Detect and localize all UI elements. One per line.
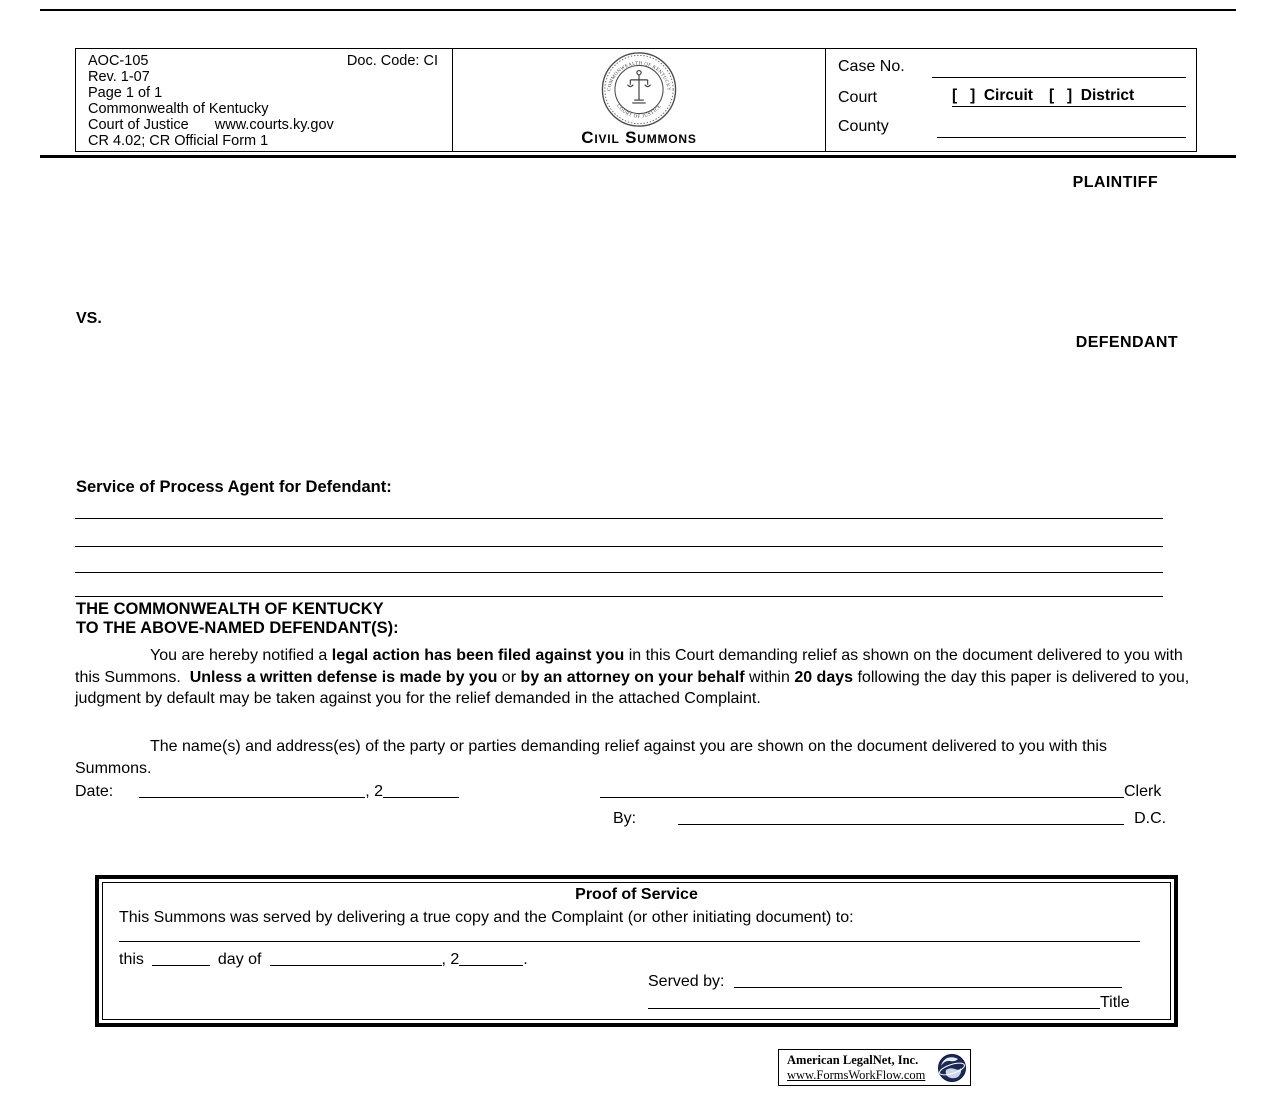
service-agent-line-4[interactable] (75, 596, 1163, 597)
proof-date-row (119, 951, 528, 969)
page-number: Page 1 of 1 (88, 85, 163, 101)
legalnet-text (787, 1053, 937, 1083)
server-title-field[interactable] (648, 997, 1100, 1009)
notice-heading-2: TO THE ABOVE-NAMED DEFENDANT(S): (76, 619, 399, 637)
plaintiff-label: PLAINTIFF (1072, 174, 1158, 191)
proof-title: Proof of Service (575, 886, 698, 903)
clerk-label: Clerk (1124, 783, 1162, 800)
by-label: By: (613, 810, 637, 827)
deputy-clerk-row (613, 810, 1166, 828)
rule-citation: CR 4.02; CR Official Form 1 (88, 133, 269, 149)
legalnet-website-link[interactable]: www.FormsWorkFlow.com (787, 1067, 926, 1082)
service-agent-line-2[interactable] (75, 546, 1163, 547)
county-label: County (838, 118, 889, 135)
year-field[interactable] (383, 786, 459, 798)
district-checkbox-option[interactable]: [ ] District (1048, 87, 1135, 104)
legalnet-footer-box (778, 1049, 971, 1086)
defendant-label: DEFENDANT (1075, 334, 1178, 351)
form-number: AOC-105 (88, 53, 149, 69)
dc-signature-line[interactable] (678, 813, 1124, 825)
proof-day-field[interactable] (152, 954, 210, 966)
proof-statement: This Summons was served by delivering a true copy and the Complaint (or other initiating document) to: (119, 909, 854, 926)
proof-of-service-box (95, 875, 1178, 1027)
seal-bottom-text: COURT OF JUSTICE (615, 103, 663, 120)
circuit-checkbox-option[interactable]: [ ] Circuit (952, 87, 1033, 104)
served-by-label: Served by: (648, 973, 725, 990)
notice-paragraph-1: You are hereby notified a legal action has been filed against you in this Court demanding relief as shown on the document delivered to you with this Summons. Unless a written defense is made by you or by an attorney on your behalf within 20 days following the day this paper is delivered to you, judgment by default may be taken against you for the relief demanded in the attached Complaint. (75, 647, 1190, 707)
clerk-signature-line[interactable] (600, 786, 1124, 798)
proof-period: . (523, 951, 528, 968)
served-to-field[interactable] (119, 941, 1140, 942)
court-type-options (952, 87, 1186, 107)
header-left-cell (76, 49, 452, 151)
year-prefix: , 2 (365, 783, 384, 800)
court-label: Court (838, 89, 878, 106)
proof-year-field[interactable] (459, 954, 523, 966)
header-center-cell (452, 49, 826, 151)
proof-of-service-inner (102, 882, 1171, 1020)
notice-paragraph-2: The name(s) and address(es) of the party or parties demanding relief against you are shown on the document delivered to you with this Summons. (75, 738, 1107, 777)
form-header (75, 48, 1197, 152)
lady-justice-figure (627, 71, 650, 103)
served-by-row (648, 973, 1122, 991)
this-label: this (119, 951, 144, 968)
state-name: Commonwealth of Kentucky (88, 101, 269, 117)
date-row (75, 783, 459, 801)
proof-year-prefix: , 2 (441, 951, 460, 968)
form-title: Civil Summons (581, 128, 697, 147)
service-agent-line-3[interactable] (75, 572, 1163, 573)
server-title-row (648, 994, 1130, 1012)
service-agent-label: Service of Process Agent for Defendant: (76, 478, 392, 496)
notice-heading-1: THE COMMONWEALTH OF KENTUCKY (76, 600, 384, 618)
proof-month-field[interactable] (270, 954, 442, 966)
date-label: Date: (75, 783, 114, 800)
vs-label: VS. (76, 310, 102, 327)
dc-label: D.C. (1134, 810, 1167, 827)
court-name: Court of Justice (88, 117, 189, 133)
title-label: Title (1100, 994, 1130, 1011)
clerk-signature-row (600, 783, 1161, 801)
day-of-label: day of (217, 951, 262, 968)
revision: Rev. 1-07 (88, 69, 150, 85)
header-bottom-rule (40, 155, 1236, 158)
notice-heading (76, 600, 399, 638)
top-rule (40, 9, 1236, 11)
legalnet-company: American LegalNet, Inc. (787, 1052, 919, 1067)
court-website: www.courts.ky.gov (214, 117, 334, 133)
case-no-label: Case No. (838, 58, 905, 75)
service-agent-line-1[interactable] (75, 518, 1163, 519)
county-field[interactable] (937, 124, 1186, 138)
served-by-field[interactable] (734, 976, 1122, 988)
header-right-cell (826, 49, 1196, 151)
doc-code: Doc. Code: CI (346, 53, 438, 69)
date-field[interactable] (139, 786, 365, 798)
seal-top-text: COMMONWEALTH OF KENTUCKY (607, 61, 671, 92)
case-no-field[interactable] (932, 64, 1186, 78)
globe-icon (937, 1053, 967, 1083)
court-seal-icon (599, 51, 679, 128)
